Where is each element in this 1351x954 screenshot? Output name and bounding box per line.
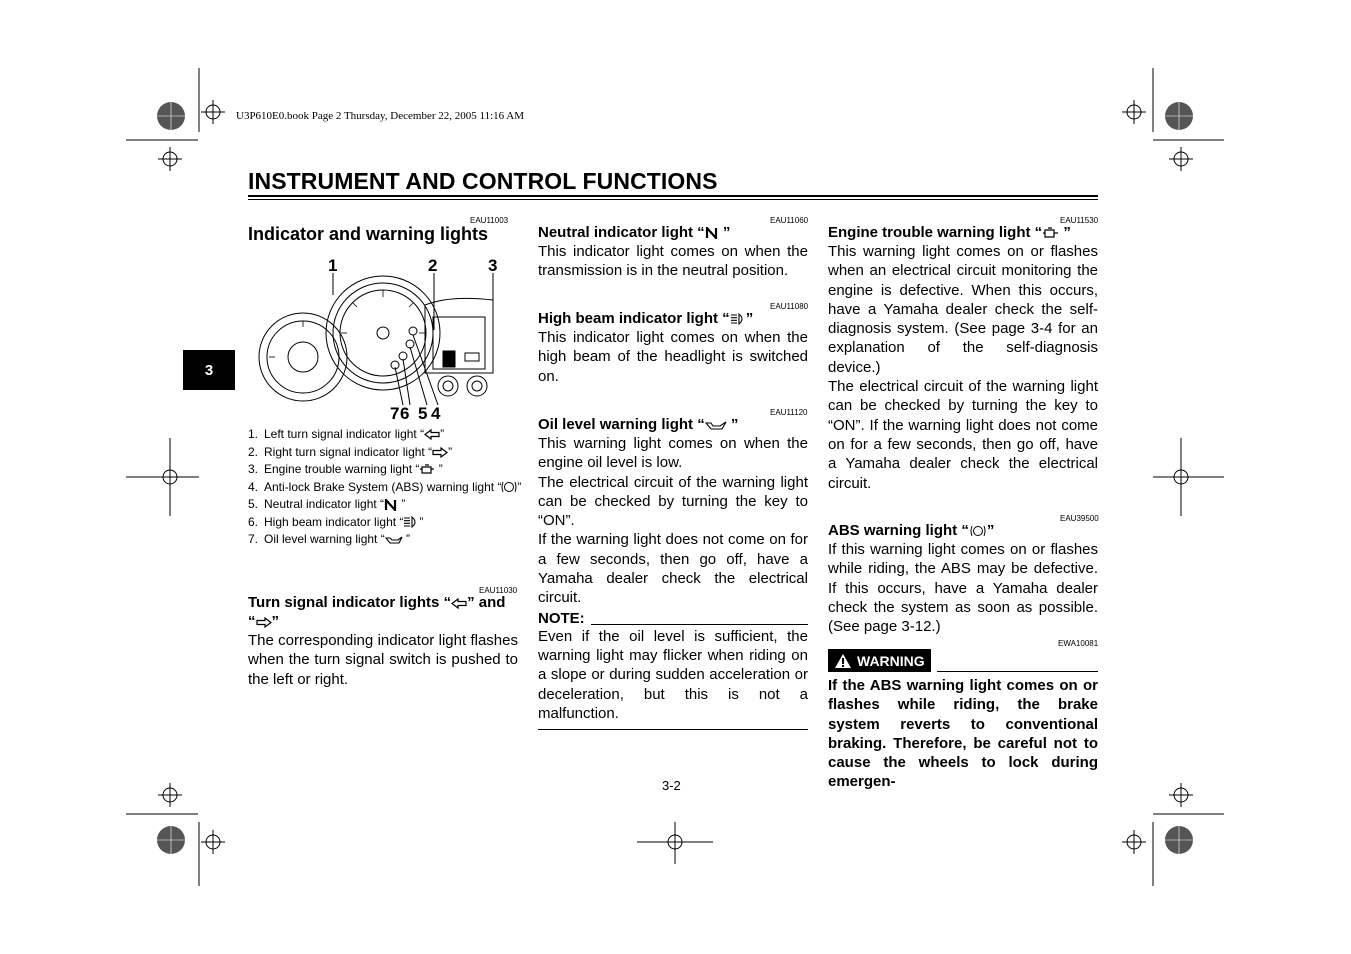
- neutral-heading: Neutral indicator light “ ”: [538, 224, 731, 241]
- section-code: EAU11080: [770, 302, 809, 311]
- neutral-icon: [384, 499, 398, 511]
- figure-label-5: 5: [418, 404, 428, 423]
- left-arrow-icon: [424, 429, 440, 440]
- oil-level-heading: Oil level warning light “ ”: [538, 416, 739, 433]
- warning-triangle-icon: [834, 653, 852, 669]
- high-beam-icon: [403, 516, 419, 528]
- oil-can-icon: [385, 534, 403, 545]
- engine-trouble-heading: Engine trouble warning light “ ”: [828, 224, 1071, 241]
- turn-signal-body: The corresponding indicator light flashes when the turn signal switch is pushed to the left or right.: [248, 632, 518, 688]
- oil-level-body-1: This warning light comes on when the engine oil level is low.: [538, 435, 808, 472]
- abs-body: If this warning light comes on or flashes while riding, the ABS may be defective. If this occurs, have a Yamaha dealer check the system as soon as possible. (See page 3-12.): [828, 541, 1098, 636]
- abs-icon: [969, 524, 987, 538]
- figure-label-4: 4: [431, 404, 441, 423]
- high-beam-body: This indicator light comes on when the high beam of the headlight is switched on.: [538, 329, 808, 385]
- engine-icon: [1042, 227, 1059, 239]
- figure-label-7: 7: [390, 404, 400, 423]
- list-item: 3. Engine trouble warning light “ ”: [248, 462, 443, 476]
- title-rule: [248, 195, 1098, 197]
- figure-label-1: 1: [328, 256, 338, 275]
- page-number: 3-2: [662, 778, 681, 793]
- left-arrow-icon: [451, 598, 467, 609]
- neutral-icon: [705, 227, 719, 239]
- engine-icon: [419, 464, 435, 475]
- section-code: EAU11060: [770, 216, 809, 225]
- section-heading: Indicator and warning lights: [248, 224, 489, 244]
- book-info-line: U3P610E0.book Page 2 Thursday, December 22, 2005 11:16 AM: [236, 110, 525, 122]
- section-code: EWA10081: [1058, 639, 1099, 648]
- warning-header: [828, 649, 1098, 672]
- note-label: NOTE:: [538, 610, 808, 627]
- title-rule-thin: [248, 199, 1098, 200]
- oil-level-body-3: If the warning light does not come on for a few seconds, then go off, have a Yamaha dealer check the electrical circuit.: [538, 531, 808, 607]
- turn-signal-heading: Turn signal indicator lights “ ” and “ ”: [248, 594, 506, 630]
- section-code: EAU11003: [470, 216, 509, 225]
- figure-label-6: 6: [400, 404, 410, 423]
- chapter-tab: 3: [183, 350, 235, 390]
- section-code: EAU11120: [770, 408, 808, 417]
- neutral-body: This indicator light comes on when the transmission is in the neutral position.: [538, 243, 808, 280]
- list-item: 4. Anti-lock Brake System (ABS) warning light “ ”: [248, 479, 522, 494]
- section-code: EAU11030: [479, 586, 518, 595]
- note-body: Even if the oil level is sufficient, the warning light may flicker when riding on a slope or during sudden acceleration or deceleration, but this is not a malfunction.: [538, 627, 808, 722]
- figure-label-2: 2: [428, 256, 438, 275]
- figure-label-3: 3: [488, 256, 498, 275]
- page-title: INSTRUMENT AND CONTROL FUNCTIONS: [248, 168, 718, 194]
- engine-trouble-body-1: This warning light comes on or flashes when an electrical circuit monitoring the engine is defective. When this occurs, have a Yamaha dealer check the self-diagnosis system. (See page 3-4 for an explanation of the self-diagnosis device.): [828, 243, 1098, 376]
- right-arrow-icon: [432, 447, 448, 458]
- oil-can-icon: [705, 419, 727, 431]
- list-item: 6. High beam indicator light “ ”: [248, 514, 424, 529]
- list-item: 2. Right turn signal indicator light “ ”: [248, 444, 453, 459]
- high-beam-icon: [730, 313, 746, 325]
- oil-level-body-2: The electrical circuit of the warning light can be checked by turning the key to “ON”.: [538, 473, 808, 530]
- engine-trouble-body-2: The electrical circuit of the warning light can be checked by turning the key to “ON”. If the warning light does not come on for a few seconds, then go off, have a Yamaha dealer check the electrical circuit.: [828, 378, 1098, 492]
- section-code: EAU11530: [1060, 216, 1099, 225]
- note-end-rule: [538, 729, 808, 730]
- list-item: 7. Oil level warning light “ ”: [248, 532, 411, 546]
- warning-badge: WARNING: [828, 649, 931, 672]
- high-beam-heading: High beam indicator light “ ”: [538, 310, 754, 327]
- section-code: EAU39500: [1060, 514, 1099, 523]
- abs-heading: ABS warning light “ ”: [828, 522, 995, 539]
- instrument-cluster-figure: [255, 255, 520, 425]
- list-item: 1. Left turn signal indicator light “ ”: [248, 427, 445, 441]
- warning-body: If the ABS warning light comes on or flashes while riding, the brake system reverts to conventional braking. Therefore, be careful not to cause the wheels to lock during emergen-: [828, 677, 1098, 791]
- right-arrow-icon: [256, 617, 272, 628]
- list-item: 5. Neutral indicator light “ ”: [248, 497, 406, 511]
- abs-icon: [501, 480, 517, 494]
- figure-legend-list: [248, 426, 523, 549]
